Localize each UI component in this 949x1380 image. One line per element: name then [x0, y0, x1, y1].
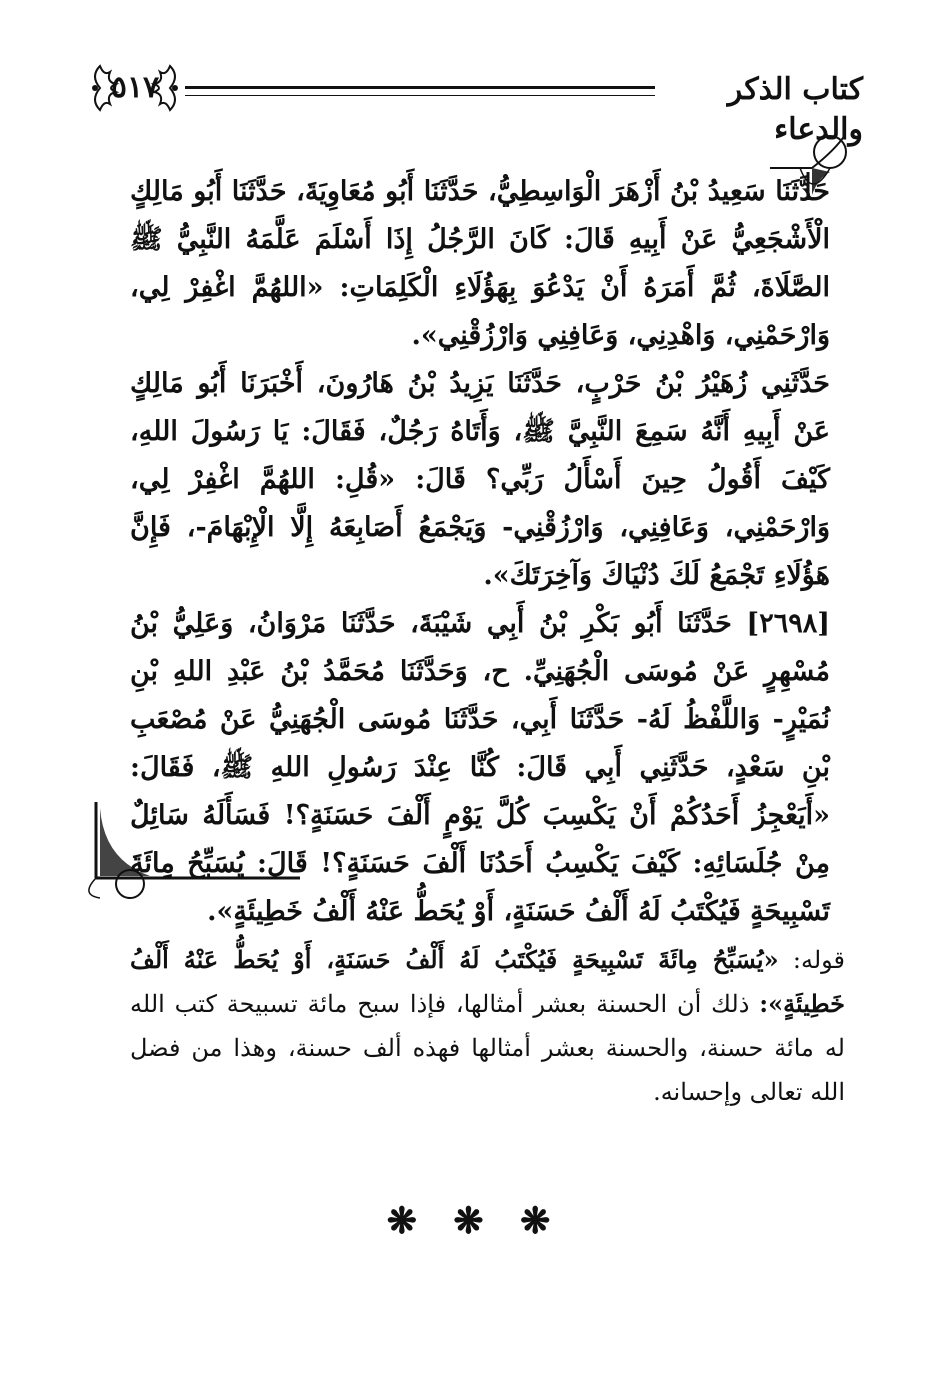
running-head-title: كتاب الذكر والدعاء [727, 72, 863, 147]
page-number: ٥١٧ [110, 70, 160, 105]
commentary-lead: قوله: [778, 946, 846, 974]
commentary-text: ذلك أن الحسنة بعشر أمثالها، فإذا سبح مائة تسبيحة كتب الله له مائة حسنة، والحسنة بعشر أمثالها فهذه ألف حسنة، وهذا من فضل الله تعالى وإحسانه. [130, 990, 845, 1106]
section-end-ornament: ❋ ❋ ❋ [386, 1200, 563, 1242]
hadith-paragraph-1: حَدَّثَنَا سَعِيدُ بْنُ أَزْهَرَ الْوَاسِطِيُّ، حَدَّثَنَا أَبُو مُعَاوِيَةَ، حَدَّثَنَا أَبُو مَالِكٍ الْأَشْجَعِيُّ عَنْ أَبِيهِ قَالَ: كَانَ الرَّجُلُ إِذَا أَسْلَمَ عَلَّمَهُ النَّبِيُّ ﷺ الصَّلَاةَ، ثُمَّ أَمَرَهُ أَنْ يَدْعُوَ بِهَؤُلَاءِ الْكَلِمَاتِ: «اللهُمَّ اغْفِرْ لِي، وَارْحَمْنِي، وَاهْدِنِي، وَعَافِنِي وَارْزُقْنِي». [130, 176, 830, 351]
commentary-block [130, 938, 845, 1114]
hadith-paragraph-2: حَدَّثَنِي زُهَيْرُ بْنُ حَرْبٍ، حَدَّثَنَا يَزِيدُ بْنُ هَارُونَ، أَخْبَرَنَا أَبُو مَالِكٍ عَنْ أَبِيهِ أَنَّهُ سَمِعَ النَّبِيَّ ﷺ، وَأَتَاهُ رَجُلٌ، فَقَالَ: يَا رَسُولَ اللهِ، كَيْفَ أَقُولُ حِينَ أَسْأَلُ رَبِّي؟ قَالَ: «قُلِ: اللهُمَّ اغْفِرْ لِي، وَارْحَمْنِي، وَعَافِنِي، وَارْزُقْنِي- وَيَجْمَعُ أَصَابِعَهُ إِلَّا الْإِبْهَامَ-، فَإِنَّ هَؤُلَاءِ تَجْمَعُ لَكَ دُنْيَاكَ وَآخِرَتَكَ». [130, 368, 830, 591]
hadith-paragraph-3: [٢٦٩٨] حَدَّثَنَا أَبُو بَكْرِ بْنُ أَبِي شَيْبَةَ، حَدَّثَنَا مَرْوَانُ، وَعَلِيُّ بْنُ مُسْهِرٍ عَنْ مُوسَى الْجُهَنِيِّ. ح، وَحَدَّثَنَا مُحَمَّدُ بْنُ عَبْدِ اللهِ بْنِ نُمَيْرٍ- وَاللَّفْظُ لَهُ- حَدَّثَنَا أَبِي، حَدَّثَنَا مُوسَى الْجُهَنِيُّ عَنْ مُصْعَبِ بْنِ سَعْدٍ، حَدَّثَنِي أَبِي قَالَ: كُنَّا عِنْدَ رَسُولِ اللهِ ﷺ، فَقَالَ: «أَيَعْجِزُ أَحَدُكُمْ أَنْ يَكْسِبَ كُلَّ يَوْمٍ أَلْفَ حَسَنَةٍ؟! فَسَأَلَهُ سَائِلٌ مِنْ جُلَسَائِهِ: كَيْفَ يَكْسِبُ أَحَدُنَا أَلْفَ حَسَنَةٍ؟! قَالَ: يُسَبِّحُ مِائَةَ تَسْبِيحَةٍ فَيُكْتَبُ لَهُ أَلْفُ حَسَنَةٍ، أَوْ يُحَطُّ عَنْهُ أَلْفُ خَطِيئَةٍ». [130, 608, 830, 927]
hadith-text-block [130, 168, 830, 936]
commentary-quote: «يُسَبِّحُ مِائَةَ تَسْبِيحَةٍ فَيُكْتَبُ لَهُ أَلْفُ حَسَنَةٍ، أَوْ يُحَطُّ عَنْهُ أَلْفُ خَطِيئَةٍ»: [130, 945, 845, 1018]
commentary-paragraph [130, 938, 845, 1114]
